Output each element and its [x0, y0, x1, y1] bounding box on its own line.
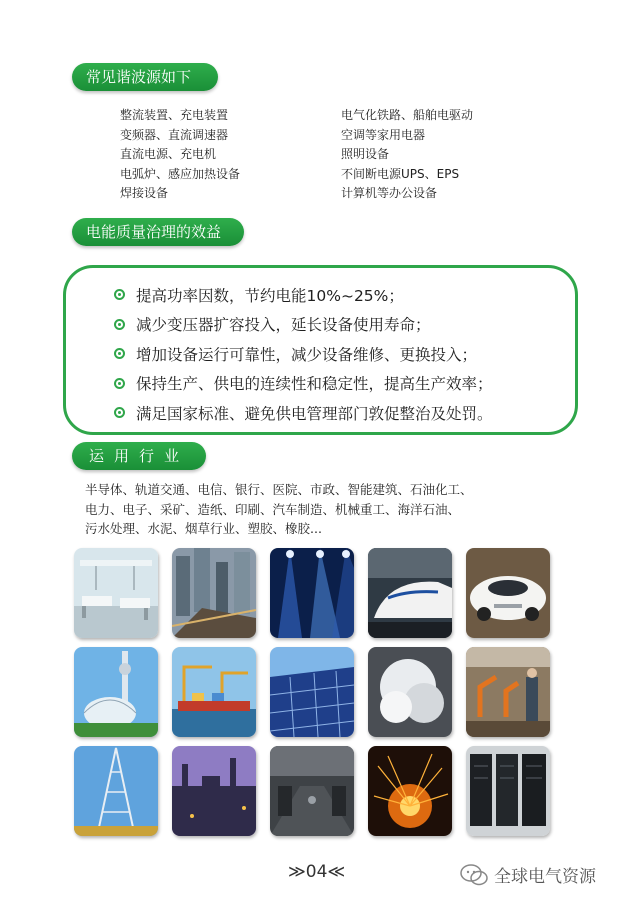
harmonic-source-item: 不间断电源UPS、EPS	[341, 166, 460, 181]
harmonic-source-item: 计算机等办公设备	[341, 186, 438, 200]
steel-sparks-photo	[368, 746, 452, 836]
industries-line: 电力、电子、采矿、造纸、印刷、汽车制造、机械重工、海洋石油、	[85, 501, 461, 517]
industries-line: 污水处理、水泥、烟草行业、塑胶、橡胶...	[85, 521, 322, 536]
harmonic-source-item: 电气化铁路、船舶电驱动	[341, 108, 474, 122]
bullet-icon	[114, 407, 125, 418]
bullet-icon	[114, 348, 125, 359]
industries-line: 半导体、轨道交通、电信、银行、医院、市政、智能建筑、石油化工、	[85, 482, 473, 497]
bullet-icon	[114, 289, 125, 300]
harmonic-sources-left-column	[120, 106, 240, 204]
harmonic-source-item: 整流装置、充电装置	[120, 108, 229, 122]
stage-lights-photo	[270, 548, 354, 638]
benefit-text: 满足国家标准、避免供电管理部门敦促整治及处罚。	[136, 404, 493, 423]
benefit-item	[114, 398, 493, 428]
port-cranes-ship-photo	[172, 647, 256, 737]
harmonic-source-item: 空调等家用电器	[341, 127, 426, 142]
oil-derrick-photo	[74, 746, 158, 836]
tv-tower-dome-photo	[74, 647, 158, 737]
hospital-ward-photo	[74, 548, 158, 638]
solar-panels-photo	[270, 647, 354, 737]
watermark-text: 全球电气资源	[494, 867, 596, 887]
benefits-list	[114, 280, 493, 428]
harmonic-source-item: 直流电源、充电机	[120, 147, 217, 161]
benefit-text: 增加设备运行可靠性，减少设备维修、更换投入；	[136, 345, 478, 364]
benefit-item	[114, 280, 493, 310]
industries-list	[85, 480, 473, 539]
server-room-photo	[466, 746, 550, 836]
benefit-text: 减少变压器扩容投入，延长设备使用寿命；	[136, 316, 431, 335]
harmonic-source-item: 焊接设备	[120, 186, 169, 200]
robotic-assembly-line-photo	[466, 647, 550, 737]
white-smoke-photo	[368, 647, 452, 737]
benefits-section-title: 电能质量治理的效益	[72, 218, 244, 246]
page-number: ≫04≪	[288, 862, 346, 882]
benefit-item	[114, 339, 493, 369]
benefit-item	[114, 369, 493, 399]
benefit-item	[114, 310, 493, 340]
white-sports-car-photo	[466, 548, 550, 638]
harmonics-section-title: 常见谐波源如下	[72, 63, 218, 91]
industrial-plant-sunset-photo	[172, 746, 256, 836]
benefit-text: 保持生产、供电的连续性和稳定性，提高生产效率；	[136, 375, 493, 394]
benefit-text: 提高功率因数，节约电能10%~25%；	[136, 286, 404, 305]
watermark	[460, 862, 596, 887]
city-highway-photo	[172, 548, 256, 638]
benefits-box	[63, 265, 578, 435]
harmonic-source-item: 电弧炉、感应加热设备	[120, 166, 241, 181]
harmonic-sources-right-column	[341, 106, 473, 204]
factory-floor-photo	[270, 746, 354, 836]
bullet-icon	[114, 319, 125, 330]
harmonic-source-item: 照明设备	[341, 147, 390, 161]
industry-section-title: 运用行业	[72, 442, 206, 470]
bullet-train-photo	[368, 548, 452, 638]
wechat-icon	[460, 864, 488, 886]
bullet-icon	[114, 378, 125, 389]
harmonic-source-item: 变频器、直流调速器	[120, 127, 229, 142]
